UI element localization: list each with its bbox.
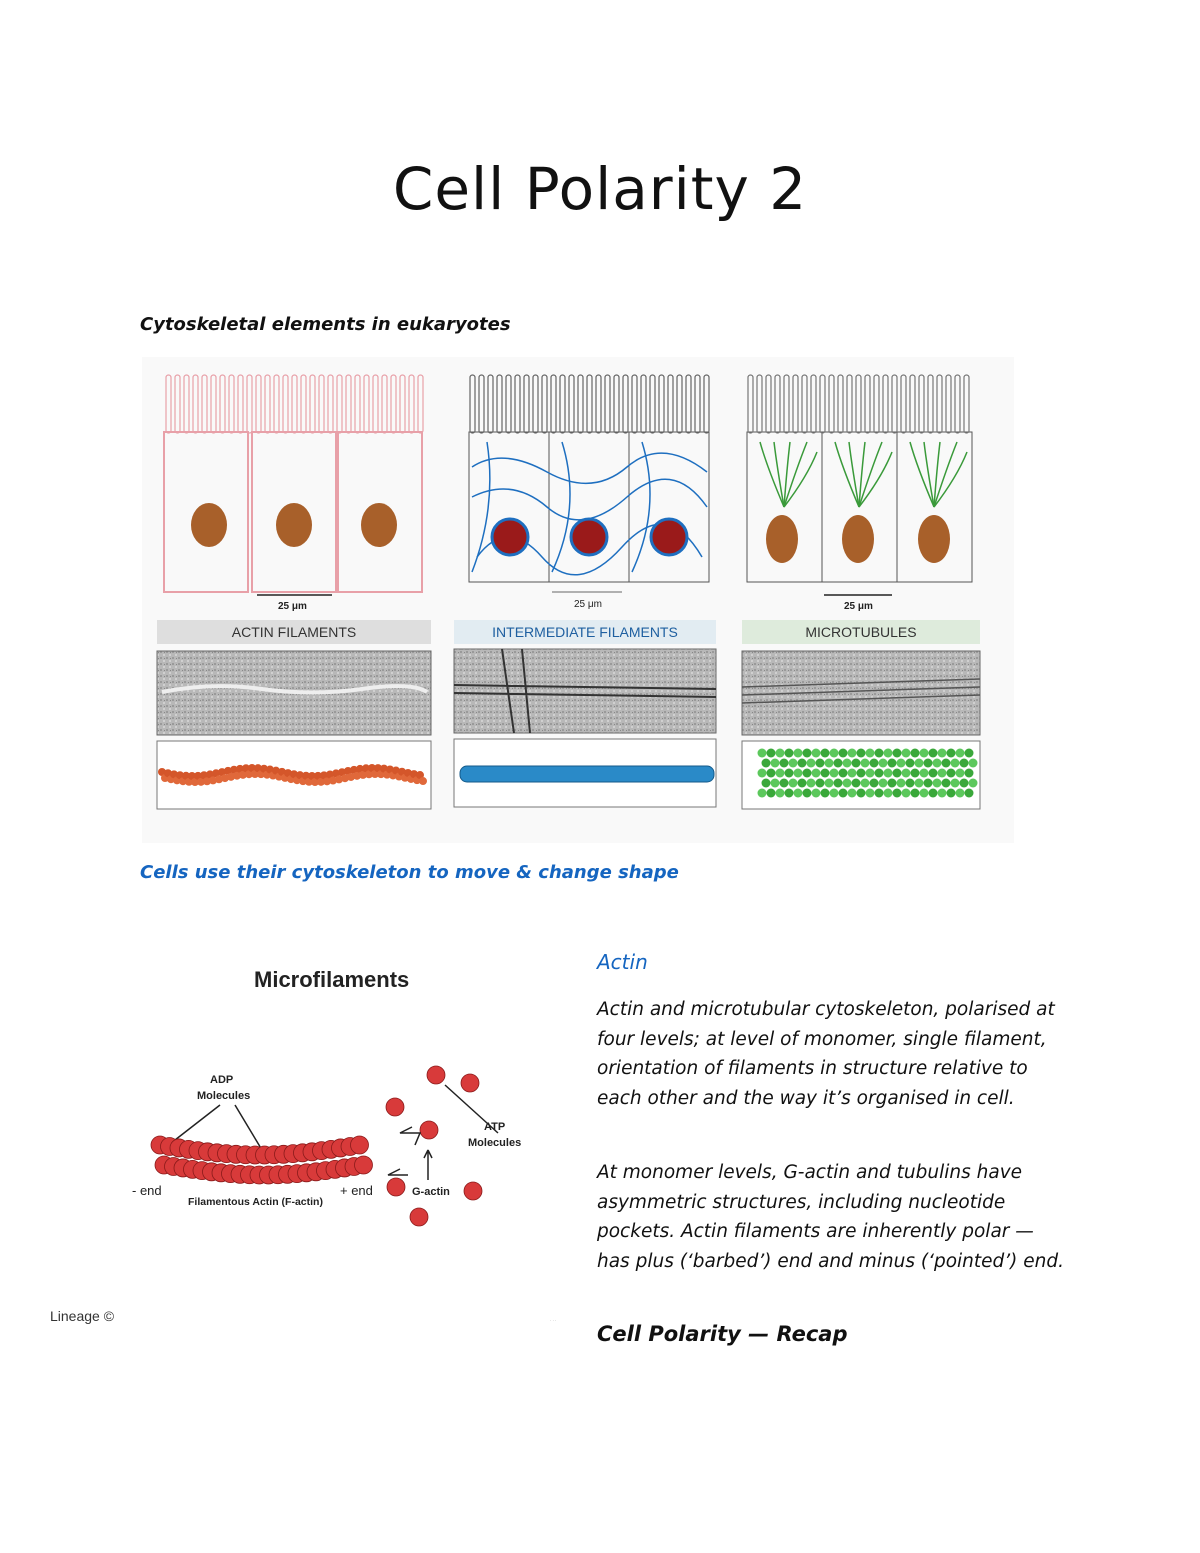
microtubule-cells-drawing [747, 432, 972, 582]
intermediate-filaments-label: INTERMEDIATE FILAMENTS [492, 624, 678, 640]
section-heading-movement: Cells use their cytoskeleton to move & change shape [140, 862, 679, 883]
adp-label: ADP [210, 1074, 234, 1086]
minus-end-label: - end [132, 1183, 162, 1198]
plus-end-label: + end [340, 1183, 373, 1198]
tiny-caption: · · · [550, 1318, 557, 1323]
actin-heading: Actin [597, 950, 648, 974]
actin-cells-drawing [164, 432, 422, 592]
intermediate-scale-label: 25 μm [574, 599, 602, 610]
actin-scale-label: 25 μm [278, 601, 307, 612]
g-actin-label: G-actin [412, 1186, 450, 1198]
microtubule-model [758, 749, 978, 798]
section-heading-cytoskeletal: Cytoskeletal elements in eukaryotes [140, 314, 511, 335]
atp-molecules-label: Molecules [468, 1137, 522, 1149]
microtubules-label: MICROTUBULES [805, 624, 917, 640]
f-actin-label: Filamentous Actin (F-actin) [188, 1196, 323, 1208]
lineage-credit: Lineage © [50, 1308, 115, 1324]
microtubule-scale-label: 25 μm [844, 601, 873, 612]
microfilaments-figure [40, 955, 560, 1335]
page-title: Cell Polarity 2 [392, 155, 808, 223]
adp-molecules-label: Molecules [197, 1090, 251, 1102]
recap-heading: Cell Polarity — Recap [597, 1322, 848, 1346]
cytoskeleton-figure [142, 357, 1014, 843]
actin-filaments-label: ACTIN FILAMENTS [231, 624, 357, 640]
intermediate-cells-drawing [469, 432, 709, 582]
f-actin-filament [151, 1136, 373, 1184]
paragraph-monomer-levels: At monomer levels, G-actin and tubulins have asymmetric structures, including nucleotide pockets. Actin filaments are inherently polar — has plus (‘barbed’) end and minus (‘pointed’) end. [597, 1162, 1064, 1272]
paragraph-actin-polarity: Actin and microtubular cytoskeleton, polarised at four levels; at level of monomer, single filament, orientation of filaments in structure relative to each other and the way it’s organised in cell. [597, 999, 1055, 1109]
microfilaments-title: Microfilaments [254, 967, 410, 992]
atp-label: ATP [484, 1121, 506, 1133]
